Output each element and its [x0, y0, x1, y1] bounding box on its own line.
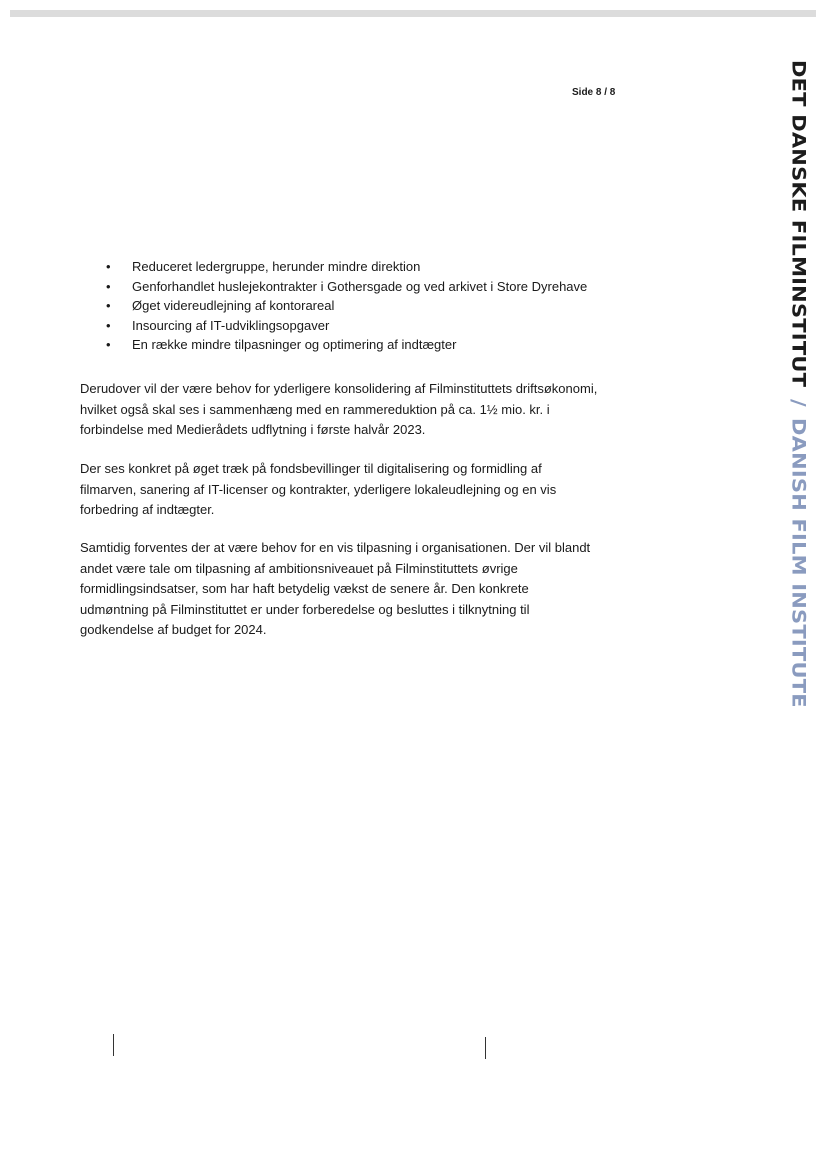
- text-line: andet være tale om tilpasning af ambitionsniveauet på Filminstituttets øvrige: [80, 560, 518, 576]
- paragraph-consolidation: [80, 379, 620, 441]
- text-line: forbindelse med Medierådets udflytning i første halvår 2023.: [80, 422, 426, 438]
- text-line: filmarven, sanering af IT-licenser og kontrakter, yderligere lokaleudlejning og en vis: [80, 481, 557, 497]
- brand-separator: /: [788, 398, 810, 407]
- list-item-text: Reduceret ledergruppe, herunder mindre direktion: [132, 259, 421, 274]
- list-item: [106, 296, 587, 316]
- paragraph-organisation: [80, 538, 620, 641]
- bullet-icon: •: [106, 259, 111, 274]
- bullet-icon: •: [106, 298, 111, 313]
- list-item: [106, 257, 587, 277]
- bullet-icon: •: [106, 317, 111, 333]
- text-line: godkendelse af budget for 2024.: [80, 622, 267, 638]
- paragraph-concrete-measures: [80, 459, 620, 521]
- text-line: forbedring af indtægter.: [80, 502, 215, 518]
- list-item: [106, 335, 587, 355]
- list-item-text: Insourcing af IT-udviklingsopgaver: [132, 317, 330, 333]
- text-line: formidlingsindsatser, som har haft betydelig vækst de senere år. Den konkrete: [80, 581, 529, 597]
- brand-danish: DET DANSKE FILMINSTITUT: [788, 60, 810, 388]
- brand-english: DANISH FILM INSTITUTE: [788, 418, 810, 708]
- bullet-icon: •: [106, 337, 111, 352]
- measures-list: [106, 257, 587, 355]
- text-line: hvilket også skal ses i sammenhæng med en rammereduktion på ca. 1½ mio. kr. i: [80, 401, 550, 417]
- list-item: [106, 277, 587, 297]
- list-item-text: Øget videreudlejning af kontorareal: [132, 298, 335, 313]
- page-number: Side 8 / 8: [572, 87, 616, 98]
- institute-logo: [788, 60, 810, 708]
- bullet-icon: •: [106, 278, 111, 294]
- scan-mark: [485, 1037, 486, 1059]
- list-item-text: Genforhandlet huslejekontrakter i Gothersgade og ved arkivet i Store Dyrehave: [132, 278, 588, 294]
- list-item: [106, 316, 587, 336]
- text-line: Der ses konkret på øget træk på fondsbevillinger til digitalisering og formidling af: [80, 461, 542, 476]
- text-line: Samtidig forventes der at være behov for en vis tilpasning i organisationen. Der vil blandt: [80, 540, 591, 555]
- list-item-text: En række mindre tilpasninger og optimering af indtægter: [132, 337, 457, 352]
- scan-mark: [113, 1034, 114, 1056]
- text-line: Derudover vil der være behov for yderligere konsolidering af Filminstituttets driftsøkonomi,: [80, 381, 598, 396]
- text-line: udmøntning på Filminstituttet er under forberedelse og besluttes i tilknytning til: [80, 601, 530, 617]
- scan-edge: [10, 10, 816, 17]
